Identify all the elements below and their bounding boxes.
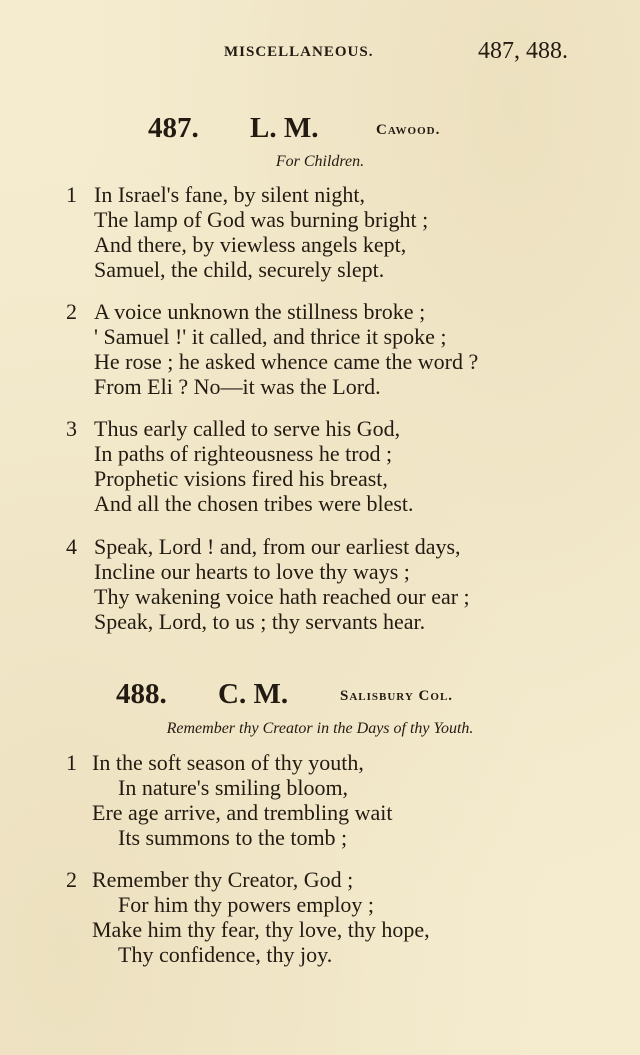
tune-name: Salisbury Col. xyxy=(340,688,454,704)
hymn-subtitle: For Children. xyxy=(275,153,365,170)
verse-line: ' Samuel !' it called, and thrice it spoke ; xyxy=(94,324,447,349)
stanza-number: 1 xyxy=(66,750,77,775)
verse-line: Ere age arrive, and trembling wait xyxy=(92,800,393,825)
verse-line: In paths of righteousness he trod ; xyxy=(94,441,393,466)
page-header xyxy=(0,38,640,68)
verse-line: And all the chosen tribes were blest. xyxy=(94,491,414,516)
verse-line: Remember thy Creator, God ; xyxy=(92,867,354,892)
verse-line: In Israel's fane, by silent night, xyxy=(94,182,365,207)
verse-line: Thy confidence, thy joy. xyxy=(118,942,333,967)
hymn-subtitle: Remember thy Creator in the Days of thy Youth. xyxy=(166,720,474,737)
verse-line: He rose ; he asked whence came the word ? xyxy=(94,349,479,374)
verse-line: Prophetic visions fired his breast, xyxy=(94,466,388,491)
verse-line: Samuel, the child, securely slept. xyxy=(94,257,385,282)
hymn-meter: C. M. xyxy=(218,678,289,710)
verse-line: Its summons to the tomb ; xyxy=(118,825,348,850)
hymn-heading xyxy=(0,678,640,718)
verse-line: And there, by viewless angels kept, xyxy=(94,232,407,257)
verse-line: In the soft season of thy youth, xyxy=(92,750,364,775)
verse-line: Thus early called to serve his God, xyxy=(94,416,401,441)
hymn-heading xyxy=(0,112,640,152)
stanza-number: 3 xyxy=(66,416,77,441)
verse-line: Incline our hearts to love thy ways ; xyxy=(94,559,410,584)
page-numbers: 487, 488. xyxy=(478,38,568,64)
tune-name: Cawood. xyxy=(376,122,441,138)
hymn-meter: L. M. xyxy=(250,112,319,144)
running-head: MISCELLANEOUS. xyxy=(224,44,374,60)
verse-line: A voice unknown the stillness broke ; xyxy=(94,299,426,324)
verse-line: For him thy powers employ ; xyxy=(118,892,375,917)
verse-line: In nature's smiling bloom, xyxy=(118,775,349,800)
verse-line: The lamp of God was burning bright ; xyxy=(94,207,429,232)
stanza-number: 4 xyxy=(66,534,77,559)
verse-line: Thy wakening voice hath reached our ear ; xyxy=(94,584,470,609)
stanza-number: 2 xyxy=(66,867,77,892)
verse-line: From Eli ? No—it was the Lord. xyxy=(94,374,381,399)
hymn-number: 488. xyxy=(116,678,167,710)
stanza-number: 2 xyxy=(66,299,77,324)
stanza-number: 1 xyxy=(66,182,77,207)
hymn-number: 487. xyxy=(148,112,199,144)
verse-line: Speak, Lord ! and, from our earliest days, xyxy=(94,534,461,559)
verse-line: Make him thy fear, thy love, thy hope, xyxy=(92,917,430,942)
verse-line: Speak, Lord, to us ; thy servants hear. xyxy=(94,609,426,634)
